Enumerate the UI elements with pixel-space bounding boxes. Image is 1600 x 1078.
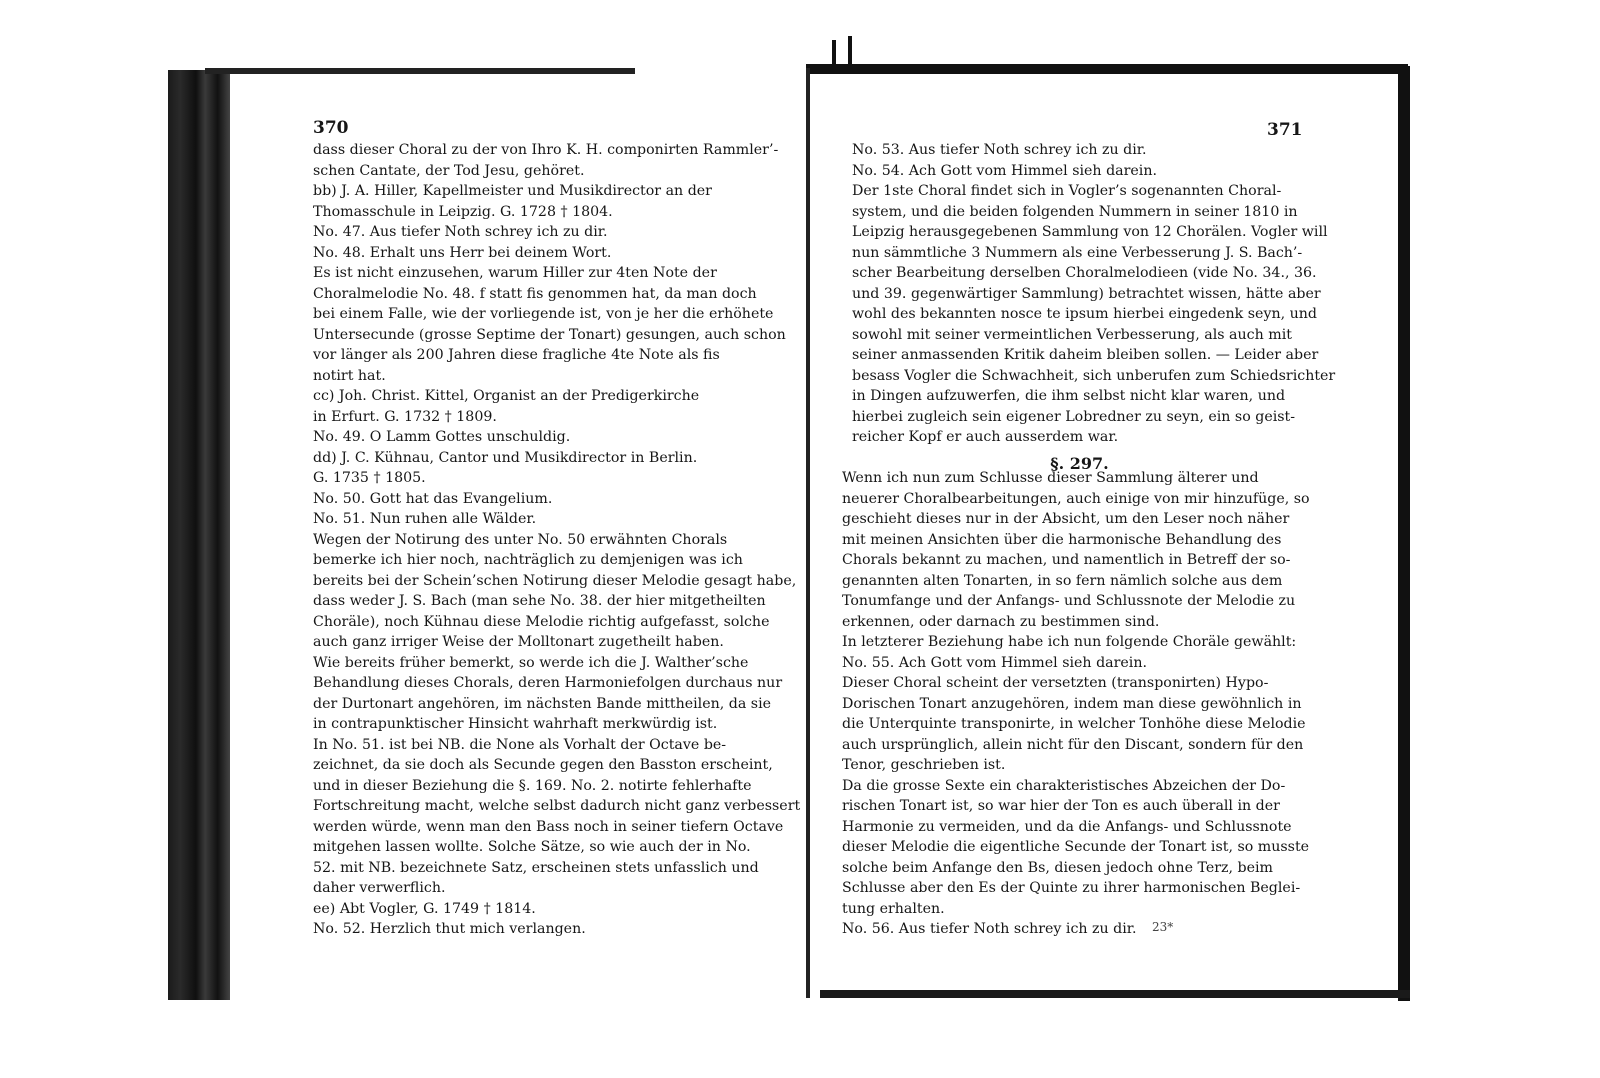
text-line: rischen Tonart ist, so war hier der Ton es auch überall in der: [842, 798, 1280, 814]
right-text-top: [852, 140, 1336, 448]
text-line: Choräle), noch Kühnau diese Melodie richtig aufgefasst, solche: [313, 613, 770, 630]
text-line: erkennen, oder darnach zu bestimmen sind.: [842, 613, 1160, 630]
text-line: Schlusse aber den Es der Quinte zu ihrer harmonischen Beglei-: [842, 880, 1301, 896]
text-line: und 39. gegenwärtiger Sammlung) betrachtet wissen, hätte aber: [852, 285, 1321, 302]
page-number-right: 371: [1267, 120, 1303, 140]
text-line: bereits bei der Schein’schen Notirung dieser Melodie gesagt habe,: [313, 572, 797, 589]
text-line: bemerke ich hier noch, nachträglich zu demjenigen was ich: [313, 552, 743, 568]
text-line: vor länger als 200 Jahren diese fragliche 4te Note als fis: [313, 347, 720, 363]
text-line: tung erhalten.: [842, 900, 945, 917]
right-page: [812, 0, 1412, 1000]
text-line: Dieser Choral scheint der versetzten (transponirten) Hypo-: [842, 675, 1269, 691]
text-line: sowohl mit seiner vermeintlichen Verbesserung, als auch mit: [852, 326, 1292, 343]
text-line: No. 49. O Lamm Gottes unschuldig.: [313, 429, 571, 445]
text-line: Es ist nicht einzusehen, warum Hiller zur 4ten Note der: [313, 265, 717, 281]
text-line: auch ganz irriger Weise der Molltonart zugetheilt haben.: [313, 634, 724, 650]
text-line: No. 50. Gott hat das Evangelium.: [313, 490, 553, 507]
text-line: No. 48. Erhalt uns Herr bei deinem Wort.: [313, 244, 612, 261]
left-page: [168, 0, 808, 1000]
text-line: werden würde, wenn man den Bass noch in seiner tiefern Octave: [313, 818, 784, 835]
text-line: No. 53. Aus tiefer Noth schrey ich zu dir.: [852, 142, 1147, 158]
text-line: dass dieser Choral zu der von Ihro K. H. componirten Rammler’-: [313, 142, 779, 158]
text-line: Der 1ste Choral findet sich in Vogler’s sogenannten Choral-: [852, 183, 1282, 199]
text-line: in Erfurt. G. 1732 † 1809.: [313, 408, 497, 425]
text-line: dieser Melodie die eigentliche Secunde der Tonart ist, so musste: [842, 839, 1310, 855]
text-line: Wenn ich nun zum Schlusse dieser Sammlung älterer und: [842, 470, 1259, 486]
right-text-bottom: [842, 468, 1310, 940]
text-line: daher verwerflich.: [313, 880, 446, 896]
text-line: Wie bereits früher bemerkt, so werde ich die J. Walther’sche: [313, 654, 749, 671]
text-line: Fortschreitung macht, welche selbst dadurch nicht ganz verbessert: [313, 798, 801, 814]
signature-mark: 23*: [1152, 920, 1174, 934]
text-line: No. 51. Nun ruhen alle Wälder.: [313, 511, 537, 527]
text-line: wohl des bekannten nosce te ipsum hierbei eingedenk seyn, und: [852, 306, 1317, 322]
text-line: mit meinen Ansichten über die harmonische Behandlung des: [842, 531, 1282, 548]
text-line: seiner anmassenden Kritik daheim bleiben sollen. — Leider aber: [852, 347, 1319, 363]
text-line: Dorischen Tonart anzugehören, indem man diese gewöhnlich in: [842, 695, 1302, 712]
text-line: nun sämmtliche 3 Nummern als eine Verbesserung J. S. Bach’-: [852, 244, 1303, 261]
text-line: schen Cantate, der Tod Jesu, gehöret.: [313, 162, 585, 179]
text-line: notirt hat.: [313, 367, 386, 384]
text-line: system, und die beiden folgenden Nummern in seiner 1810 in: [852, 203, 1298, 220]
text-line: der Durtonart angehören, im nächsten Bande mittheilen, da sie: [313, 695, 772, 712]
text-line: In No. 51. ist bei NB. die None als Vorhalt der Octave be-: [313, 736, 727, 753]
text-line: No. 47. Aus tiefer Noth schrey ich zu dir.: [313, 224, 608, 240]
text-line: Tonumfange und der Anfangs- und Schlussnote der Melodie zu: [842, 593, 1296, 609]
text-line: bb) J. A. Hiller, Kapellmeister und Musikdirector an der: [313, 183, 712, 199]
text-line: No. 52. Herzlich thut mich verlangen.: [313, 921, 586, 937]
text-line: auch ursprünglich, allein nicht für den Discant, sondern für den: [842, 736, 1304, 753]
page-number-left: 370: [313, 118, 349, 138]
text-line: Chorals bekannt zu machen, und namentlich in Betreff der so-: [842, 552, 1291, 568]
text-line: scher Bearbeitung derselben Choralmelodieen (vide No. 34., 36.: [852, 265, 1317, 281]
text-line: in contrapunktischer Hinsicht wahrhaft merkwürdig ist.: [313, 716, 718, 732]
text-line: G. 1735 † 1805.: [313, 470, 426, 486]
text-line: neuerer Choralbearbeitungen, auch einige von mir hinzufüge, so: [842, 490, 1310, 507]
text-line: Da die grosse Sexte ein charakteristisches Abzeichen der Do-: [842, 777, 1286, 794]
section-heading: §. 297.: [1050, 454, 1109, 473]
text-line: besass Vogler die Schwachheit, sich unberufen zum Schiedsrichter: [852, 367, 1336, 384]
text-line: dass weder J. S. Bach (man sehe No. 38. der hier mitgetheilten: [313, 593, 766, 609]
text-line: Wegen der Notirung des unter No. 50 erwähnten Chorals: [313, 531, 728, 548]
text-line: zeichnet, da sie doch als Secunde gegen den Basston erscheint,: [313, 757, 773, 773]
text-line: Thomasschule in Leipzig. G. 1728 † 1804.: [313, 203, 613, 220]
text-line: genannten alten Tonarten, in so fern nämlich solche aus dem: [842, 572, 1283, 589]
text-line: Tenor, geschrieben ist.: [842, 757, 1006, 773]
text-line: cc) Joh. Christ. Kittel, Organist an der Predigerkirche: [313, 388, 700, 404]
text-line: und in dieser Beziehung die §. 169. No. 2. notirte fehlerhafte: [313, 777, 752, 794]
text-line: No. 54. Ach Gott vom Himmel sieh darein.: [852, 162, 1157, 179]
text-line: ee) Abt Vogler, G. 1749 † 1814.: [313, 900, 536, 917]
text-line: Behandlung dieses Chorals, deren Harmoniefolgen durchaus nur: [313, 675, 783, 691]
text-line: Harmonie zu vermeiden, und da die Anfangs- und Schlussnote: [842, 818, 1292, 835]
text-line: reicher Kopf er auch ausserdem war.: [852, 429, 1119, 445]
left-text-column: [313, 140, 801, 940]
text-line: hierbei zugleich sein eigener Lobredner zu seyn, ein so geist-: [852, 408, 1296, 425]
text-line: in Dingen aufzuwerfen, die ihm selbst nicht klar waren, und: [852, 388, 1286, 404]
text-line: dd) J. C. Kühnau, Cantor und Musikdirector in Berlin.: [313, 449, 698, 466]
text-line: mitgehen lassen wollte. Solche Sätze, so wie auch der in No.: [313, 839, 751, 855]
text-line: Untersecunde (grosse Septime der Tonart) gesungen, auch schon: [313, 326, 786, 343]
text-line: 52. mit NB. bezeichnete Satz, erscheinen stets unfasslich und: [313, 859, 759, 876]
text-line: solche beim Anfange den Bs, diesen jedoch ohne Terz, beim: [842, 859, 1273, 876]
text-line: geschieht dieses nur in der Absicht, um den Leser noch näher: [842, 511, 1290, 527]
text-line: die Unterquinte transponirte, in welcher Tonhöhe diese Melodie: [842, 716, 1306, 732]
text-line: In letzterer Beziehung habe ich nun folgende Choräle gewählt:: [842, 634, 1297, 650]
text-line: bei einem Falle, wie der vorliegende ist, von je her die erhöhete: [313, 306, 774, 322]
text-line: No. 55. Ach Gott vom Himmel sieh darein.: [842, 654, 1147, 671]
text-line: No. 56. Aus tiefer Noth schrey ich zu dir.: [842, 921, 1137, 937]
text-line: Choralmelodie No. 48. f statt fis genommen hat, da man doch: [313, 285, 757, 302]
text-line: Leipzig herausgegebenen Sammlung von 12 Chorälen. Vogler will: [852, 224, 1328, 240]
